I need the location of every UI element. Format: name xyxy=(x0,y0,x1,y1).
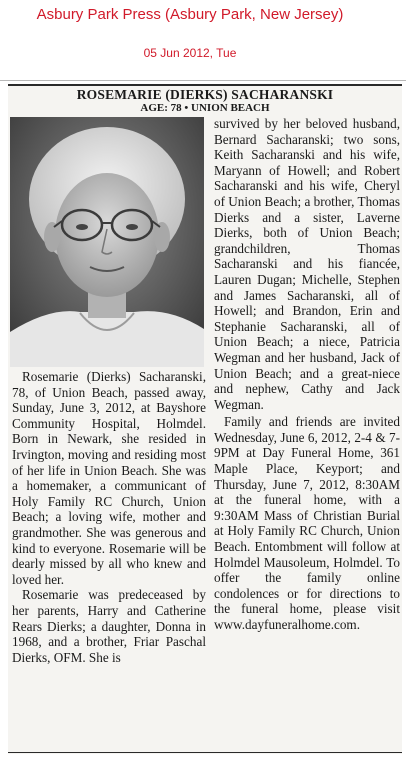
obituary-headline: ROSEMARIE (DIERKS) SACHARANSKI xyxy=(76,87,334,102)
obituary-column-left xyxy=(12,369,206,665)
obituary-subhead: AGE: 78 • UNION BEACH xyxy=(140,102,270,114)
header-divider xyxy=(0,80,406,81)
obituary-paragraph: Rosemarie (Dierks) Sacharanski, 78, of Union Beach, passed away, Sunday, June 3, 2012, at Bayshore Community Hospital, Holmdel. Born in Newark, she resided in Irvington, moving and residing most of her life in Union Beach. She was a homemaker, a communicant of Holy Family RC Church, Union Beach; a loving wife, mother and grandmother. She was generous and kind to everyone. Rosemarie will be dearly missed by all who knew and loved her. xyxy=(12,369,206,587)
clipping-bottom-border xyxy=(8,752,402,753)
obituary-paragraph: Family and friends are invited Wednesday, June 6, 2012, 2-4 & 7-9PM at Day Funeral Home, 361 Maple Place, Keyport; and Thursday, June 7, 2012, 8:30AM at the funeral home, with a 9:30AM Mass of Christian Burial at Holy Family RC Church, Union Beach. Entombment will follow at Holmdel Mausoleum, Holmdel. To offer the family online condolences or for directions to the funeral home, please visit www.dayfuneralhome.com. xyxy=(214,414,400,632)
portrait-illustration xyxy=(10,117,204,367)
obituary-paragraph-continued: survived by her beloved husband, Bernard Sacharanski; two sons, Keith Sacharanski and his wife, Maryann of Howell; and Robert Sacharanski and his wife, Cheryl of Union Beach; a brother, Thomas Dierks and a sister, Laverne Dierks, both of Union Beach; grandchildren, Thomas Sacharanski and his fiancée, Lauren Dugan; Michelle, Stephen and James Sacharanski, all of Howell; and Brandon, Erin and Stephanie Sacharanski, all of Union Beach; a niece, Patricia Wegman and her husband, Jack of Union Beach; and a great-niece and nephew, Cathy and Jack Wegman. xyxy=(214,116,401,412)
newspaper-clipping xyxy=(8,84,402,754)
publication-date: 05 Jun 2012, Tue xyxy=(143,46,237,60)
portrait-photo xyxy=(10,117,204,367)
obituary-paragraph: Rosemarie was predeceased by her parents, Harry and Catherine Rears Dierks; a daughter, Donna in 1968, and a brother, Friar Paschal Dierks, OFM. She is xyxy=(12,587,206,665)
publication-title: Asbury Park Press (Asbury Park, New Jersey) xyxy=(36,6,344,23)
obituary-column-right xyxy=(214,116,400,633)
